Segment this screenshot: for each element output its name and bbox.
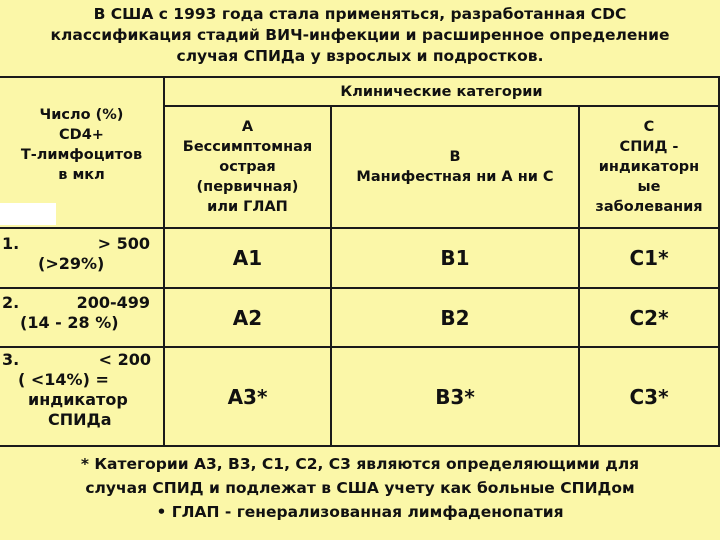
category-a-header	[165, 107, 330, 227]
row-3-label-line: ( <14%) =	[18, 370, 109, 389]
cell-a3: А3*	[227, 384, 268, 409]
cell-c1: С1*	[629, 246, 669, 270]
category-a-header-line: А	[241, 119, 254, 135]
category-c-header-line: СПИД -	[619, 139, 679, 155]
footnote-line-3: • ГЛАП - генерализованная лимфаденопатия	[156, 503, 564, 521]
cell-b3: В3*	[435, 384, 475, 409]
footnote-line-2: случая СПИД и подлежат в США учету как больные СПИДом	[85, 479, 635, 497]
cd4-header-line: в мкл	[58, 167, 105, 183]
row-3-label	[0, 350, 163, 442]
row-number: 1.	[2, 234, 20, 253]
cell-c3: С3*	[629, 384, 669, 409]
row-1-label-line: > 500	[97, 234, 150, 253]
white-patch	[0, 203, 56, 225]
footnote	[0, 452, 720, 524]
category-c-header	[580, 107, 718, 227]
row-3-label-line: < 200	[98, 350, 151, 369]
title-line-1: В США с 1993 года стала применяться, разработанная CDC	[93, 5, 627, 23]
category-c-header-line: индикаторн	[598, 159, 700, 175]
clinical-categories-header: Клинические категории	[340, 83, 543, 100]
slide-title	[20, 4, 700, 67]
row-1-label-line: (>29%)	[38, 254, 105, 273]
cd4-header-line: CD4+	[59, 127, 104, 143]
category-a-header-line: Бессимптомная	[182, 139, 313, 155]
row-1-label	[0, 234, 163, 284]
footnote-line-1: * Категории А3, В3, С1, С2, С3 являются определяющими для	[80, 455, 640, 473]
row-2-label-line: 200-499	[76, 293, 150, 312]
cell-b2: В2	[440, 305, 470, 330]
category-c-header-line: ые	[637, 179, 661, 195]
row-3-label-line: СПИДа	[48, 410, 112, 429]
category-c-header-line: заболевания	[595, 199, 703, 215]
category-a-header-line: (первичная)	[196, 179, 299, 195]
cd4-header-line: Т-лимфоцитов	[20, 147, 143, 163]
row-3-label-line: индикатор	[28, 390, 128, 409]
cell-c2: С2*	[629, 305, 669, 330]
title-line-3: случая СПИДа у взрослых и подростков.	[176, 47, 544, 65]
category-b-header	[332, 107, 578, 227]
row-number: 2.	[2, 293, 20, 312]
title-line-2: классификация стадий ВИЧ-инфекции и расширенное определение	[50, 26, 670, 44]
cell-a1: А1	[232, 246, 263, 270]
row-2-label	[0, 293, 163, 343]
category-a-header-line: или ГЛАП	[207, 199, 288, 215]
cell-a2: А2	[232, 305, 263, 330]
row-2-label-line: (14 - 28 %)	[20, 313, 119, 332]
cd4-header	[0, 100, 163, 190]
category-b-header-line: Манифестная ни А ни С	[356, 169, 554, 185]
category-c-header-line: С	[643, 119, 655, 135]
row-number: 3.	[2, 350, 20, 369]
cell-b1: В1	[440, 246, 470, 270]
category-a-header-line: острая	[219, 159, 276, 175]
cd4-header-line: Число (%)	[39, 107, 124, 123]
category-b-header-line: В	[449, 149, 461, 165]
